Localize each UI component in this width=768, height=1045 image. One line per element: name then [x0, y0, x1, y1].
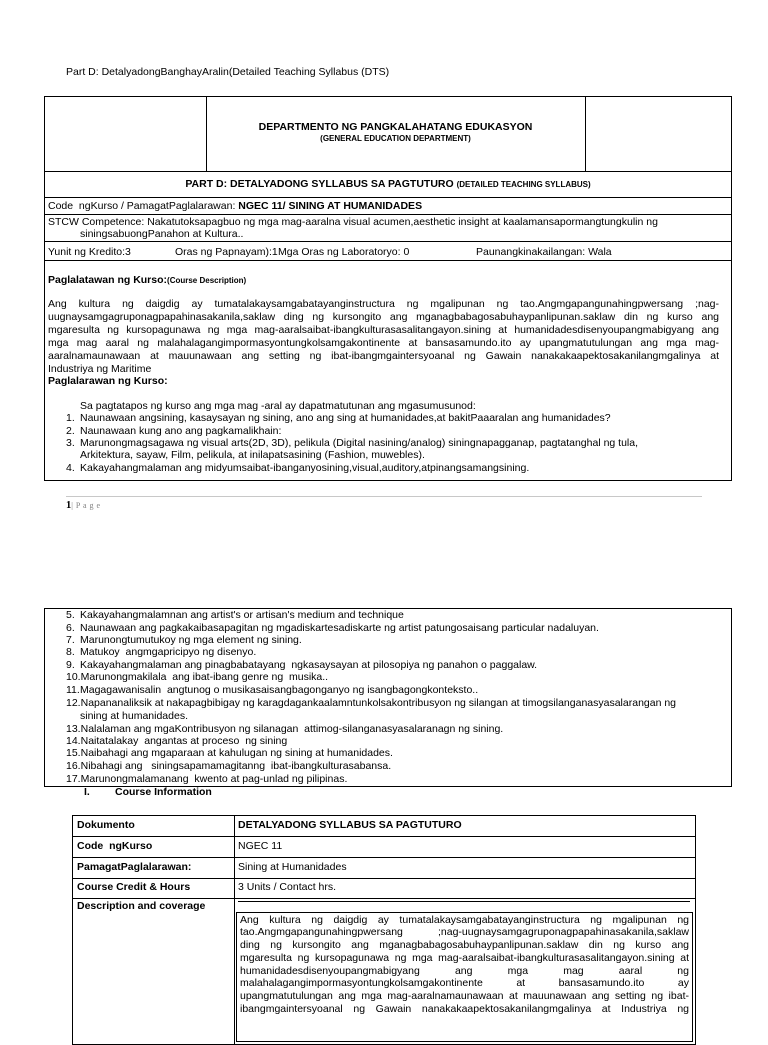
list-item-text: Nibahagi ang siningsapamamagitanng ibat-ibangkulturasabansa. [80, 760, 392, 772]
list-item-number: 16. [66, 760, 81, 772]
row-divider [72, 857, 696, 858]
info-value: DETALYADONG SYLLABUS SA PAGTUTURO [238, 819, 462, 831]
outcomes-intro: Sa pagtatapos ng kurso ang mga mag -aral ay dapatmatutunan ang mgasumusunod: [80, 400, 476, 412]
row-divider [44, 197, 732, 198]
info-label: PamagatPaglalarawan: [77, 861, 192, 873]
page-heading: Part D: DetalyadongBanghayAralin(Detailed Teaching Syllabus (DTS) [66, 66, 390, 78]
outcomes-heading: Paglalarawan ng Kurso: [48, 375, 168, 387]
units-prerequisite: Paunangkinakailangan: Wala [476, 246, 612, 258]
list-item [66, 609, 404, 621]
row-divider [44, 260, 732, 261]
info-label: Dokumento [77, 819, 135, 831]
section-title: Course Information [115, 786, 212, 798]
list-item-text: Matukoy angmgapricipyo ng disenyo. [80, 646, 257, 658]
list-item-number: 9. [66, 659, 75, 671]
department-title: DEPARTMENTO NG PANGKALAHATANG EDUKASYON [258, 121, 533, 133]
list-item-text: Marunongmakilala ang ibat-ibang genre ng musika.. [80, 671, 329, 683]
list-item [66, 747, 393, 759]
units-credit: Yunit ng Kredito:3 [48, 246, 131, 258]
coverage-line: malahalagangimpormasyontungkolsamgakontinente at bansasamundo.ito ay [240, 977, 689, 989]
row-divider [44, 171, 732, 172]
description-heading-note: (Course Description) [167, 276, 247, 285]
description-line: mgaresulta ng kursopagunawa ng mga mag-aaralsaibat-ibangkulturasasalitangayon.sining at humanidadesdisenyoupangmabigyang ang [48, 324, 719, 336]
description-line: mga mag aaral ng malahalagangimpormasyontungkolsamgakontinente at bansasamundo.ito ay upangmatutulungan ang mga mag- [48, 337, 719, 349]
stcw-competence-line: STCW Competence: Nakatutoksapagbuo ng mga mag-aaralna visual acumen,aesthetic insight at kaalamansapormangtungkulin ng [48, 216, 658, 228]
row-divider [72, 878, 696, 879]
list-item-number: 7. [66, 634, 75, 646]
list-item-text: Naunawaan ang pagkakaibasapagitan ng mgadiskartesadiskarte ng artist patungosaisang particular nadaluyan. [80, 622, 599, 634]
description-heading-text: Paglalatawan ng Kurso: [48, 274, 168, 286]
list-item-number: 17. [66, 773, 81, 785]
description-heading [48, 274, 246, 287]
info-value: Sining at Humanidades [238, 861, 347, 873]
description-line: aaralnamaunawaan at mauunawaan ang setting ng ibat-ibangmgaintersyoanal ng Gawain nanakakaapektosakanilangmgalinya at [48, 350, 719, 362]
page-footer [66, 499, 101, 512]
list-item-text: Kakayahangmalaman ang pinagbabatayang ngkasaysayan at pilosopiya ng panahon o paggalaw. [80, 659, 538, 671]
list-item-number: 12. [66, 697, 81, 709]
department-subtitle: (GENERAL EDUCATION DEPARTMENT) [320, 134, 471, 143]
section-number: I. [84, 786, 90, 798]
course-code-value: NGEC 11/ SINING AT HUMANIDADES [238, 200, 423, 212]
column-divider [234, 815, 235, 1045]
list-item [66, 684, 478, 696]
units-lecture-hours: Oras ng Papnayam):1 [175, 246, 278, 258]
row-divider [72, 898, 696, 899]
row-divider [44, 241, 732, 242]
description-line: Industriya ng Maritime [48, 363, 152, 375]
units-lab-hours: Mga Oras ng Laboratoryo: 0 [278, 246, 410, 258]
list-item [66, 697, 676, 709]
list-item-number: 6. [66, 622, 75, 634]
list-item-text: Naitatalakay angantas at proceso ng sining [80, 735, 288, 747]
list-item [66, 646, 256, 658]
list-item-number: 14. [66, 735, 81, 747]
list-item-number: 2. [66, 425, 75, 437]
footer-rule [66, 496, 702, 497]
list-item-text: Magagawanisalin angtunog o musikasaisangbagonganyo ng isangbagongkonteksto.. [80, 684, 479, 696]
list-item-number: 13. [66, 723, 81, 735]
coverage-line: tao.Angmgapangunahingpwersang ;nag-uugnaysamgagruponagpapahinasakanila,saklaw [240, 926, 689, 938]
list-item [66, 760, 391, 772]
part-title-sub: (DETAILED TEACHING SYLLABUS) [456, 180, 591, 189]
page-number: 1 [66, 500, 72, 511]
course-code-label: Code ngKurso / PamagatPaglalarawan: [48, 200, 236, 212]
description-line: uugnaysamgagruponagpapahinasakanila,saklaw ding ng kursongito ang mganagbabagosabuhaypanlipunan.saklaw din ng kurso ang [48, 311, 719, 323]
part-title-main: PART D: DETALYADONG SYLLABUS SA PAGTUTURO [185, 178, 457, 190]
list-item-continuation: Arkitektura, sayaw, Film, pelikula, at inilapatsasining (Fashion, muwebles). [80, 449, 425, 461]
coverage-line: mgaresulta ng kursopagunawa ng mga mag-aaralsaibat-ibangkulturasasalitangayon.sining at [240, 952, 689, 964]
list-item-number: 1. [66, 412, 75, 424]
list-item [66, 671, 328, 683]
list-item-number: 10. [66, 671, 81, 683]
coverage-line: ding ng kursongito ang mganagbabagosabuhaypanlipunan.saklaw din ng kurso ang [240, 939, 689, 951]
list-item-text: Nalalaman ang mgaKontribusyon ng silanagan attimog-silanganasyasalaranagn ng sining. [80, 723, 504, 735]
list-item-text: Marunongmagsagawa ng visual arts(2D, 3D), pelikula (Digital nasining/analog) siningnapagganap, pagtatanghal ng tula, [80, 437, 639, 449]
coverage-line: Ang kultura ng daigdig ay tumatalakaysamgabatayanginstructura ng mgalipunan ng [240, 914, 689, 926]
coverage-line: ibangmgaintersyoanal ng Gawain nanakakaapektosakanilangmgalinya at Industriya ng [240, 1003, 689, 1015]
list-item [66, 622, 599, 634]
row-divider [72, 836, 696, 837]
list-item-text: Napananaliksik at nakapagbibigay ng karagdagankaalamntunkolsakontribusyon ng silangan at timogsilanganasyasalarangan ng [80, 697, 677, 709]
list-item-number: 4. [66, 462, 75, 474]
info-label: Description and coverage [77, 900, 206, 912]
list-item-number: 3. [66, 437, 75, 449]
list-item-number: 5. [66, 609, 75, 621]
list-item-number: 8. [66, 646, 75, 658]
list-item-text: Naunawaan kung ano ang pagkamalikhain: [80, 425, 282, 437]
page-label: | P a g e [71, 501, 101, 510]
info-value: 3 Units / Contact hrs. [238, 881, 337, 893]
list-item [66, 634, 302, 646]
list-item-text: Naibahagi ang mgaparaan at kahulugan ng sining at humanidades. [80, 747, 393, 759]
list-item [66, 735, 287, 747]
list-item-number: 15. [66, 747, 81, 759]
header-divider-right [585, 96, 586, 171]
list-item-text: Marunongmalamanang kwento at pag-unlad ng pilipinas. [80, 773, 348, 785]
info-label: Code ngKurso [77, 840, 153, 852]
stcw-competence-line: siningsabuongPanahon at Kultura.. [80, 228, 244, 240]
course-code-row [48, 200, 422, 212]
list-item [66, 773, 347, 785]
info-label: Course Credit & Hours [77, 881, 191, 893]
list-item-number: 11. [66, 684, 80, 696]
list-item-text: Kakayahangmalamnan ang artist's or artisan's medium and technique [80, 609, 404, 621]
coverage-line: upangmatutulungan ang mga mag-aaralnamaunawaan at mauunawaan ang setting ng ibat- [240, 990, 689, 1002]
list-item [66, 659, 537, 671]
info-value: NGEC 11 [238, 840, 283, 852]
list-item [66, 723, 503, 735]
list-item-continuation: sining at humanidades. [80, 710, 188, 722]
row-divider [44, 214, 732, 215]
description-line: Ang kultura ng daigdig ay tumatalakaysamgabatayanginstructura ng mgalipunan ng tao.Angmgapangunahingpwersang ;nag- [48, 298, 719, 310]
part-title [44, 178, 732, 191]
list-item-text: Naunawaan angsining, kasaysayan ng sining, ano ang sing at humanidades,at bakitPaaaralan ang humanidades? [80, 412, 611, 424]
list-item [66, 437, 638, 449]
list-item-text: Marunongtumutukoy ng mga element ng sining. [80, 634, 302, 646]
list-item [66, 412, 611, 424]
list-item [66, 425, 281, 437]
list-item-text: Kakayahangmalaman ang midyumsaibat-ibanganyosining,visual,auditory,atpinangsamangsining. [80, 462, 530, 474]
coverage-line: humanidadesdisenyoupangmabigyang ang mga mag aaral ng [240, 965, 689, 977]
inner-rule [238, 901, 690, 902]
list-item [66, 462, 529, 474]
